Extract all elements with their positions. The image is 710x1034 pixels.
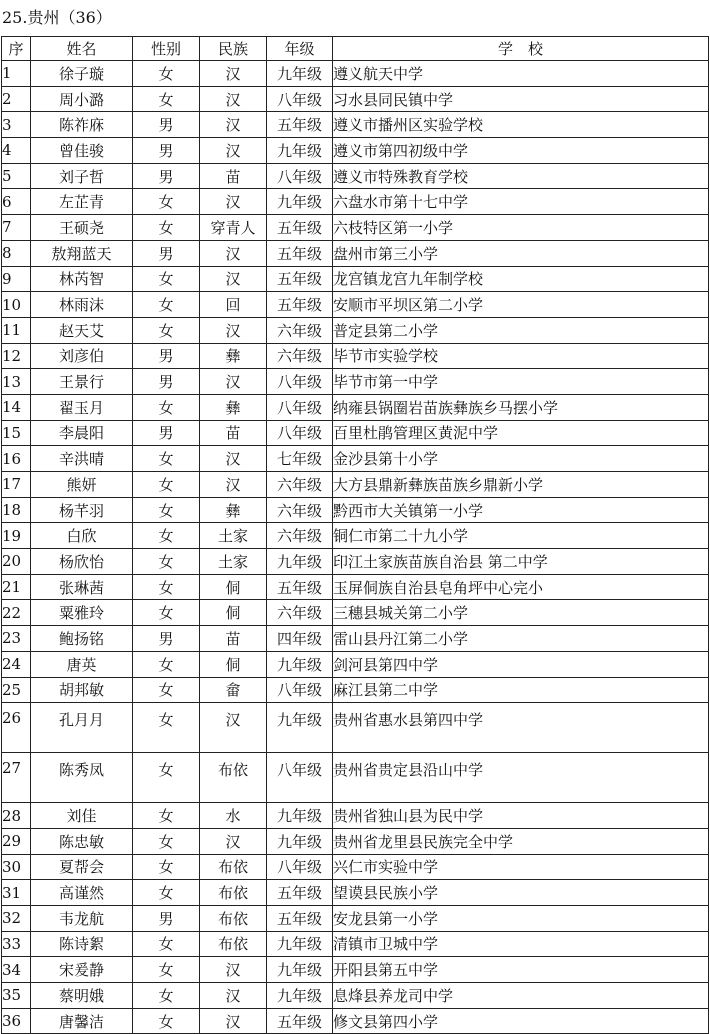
- header-no: 序: [2, 37, 31, 61]
- cell-sex: 女: [133, 497, 200, 523]
- cell-school: 清镇市卫城中学: [333, 931, 709, 957]
- header-row: [2, 37, 709, 61]
- cell-no: 11: [2, 317, 31, 343]
- cell-no: 29: [2, 828, 31, 854]
- table-caption: 25.贵州（36）: [2, 8, 112, 27]
- cell-ethnicity: 汉: [200, 266, 267, 292]
- cell-ethnicity: 汉: [200, 317, 267, 343]
- cell-name: 刘彦伯: [31, 343, 133, 369]
- table-row: [2, 497, 709, 523]
- cell-school: 遵义航天中学: [333, 61, 709, 87]
- cell-name: 唐馨洁: [31, 1008, 133, 1034]
- cell-no: 1: [2, 61, 31, 87]
- cell-school: 铜仁市第二十九小学: [333, 523, 709, 549]
- table-row: [2, 86, 709, 112]
- cell-ethnicity: 汉: [200, 828, 267, 854]
- cell-grade: 八年级: [267, 163, 333, 189]
- cell-sex: 女: [133, 549, 200, 575]
- cell-grade: 九年级: [267, 651, 333, 677]
- cell-name: 鲍扬铭: [31, 626, 133, 652]
- cell-no: 33: [2, 931, 31, 957]
- cell-sex: 男: [133, 905, 200, 931]
- table-row: [2, 854, 709, 880]
- cell-school: 安顺市平坝区第二小学: [333, 292, 709, 318]
- table-row: [2, 957, 709, 983]
- cell-sex: 女: [133, 394, 200, 420]
- cell-grade: 九年级: [267, 61, 333, 87]
- cell-ethnicity: 汉: [200, 240, 267, 266]
- cell-grade: 九年级: [267, 703, 333, 753]
- cell-ethnicity: 汉: [200, 1008, 267, 1034]
- cell-ethnicity: 回: [200, 292, 267, 318]
- student-roster-table: [1, 36, 709, 1034]
- cell-name: 宋爰静: [31, 957, 133, 983]
- cell-sex: 女: [133, 983, 200, 1009]
- cell-name: 陈诗絮: [31, 931, 133, 957]
- table-row: [2, 600, 709, 626]
- cell-school: 安龙县第一小学: [333, 905, 709, 931]
- cell-name: 杨芊羽: [31, 497, 133, 523]
- cell-no: 25: [2, 677, 31, 703]
- cell-ethnicity: 汉: [200, 112, 267, 138]
- cell-grade: 八年级: [267, 854, 333, 880]
- cell-no: 28: [2, 803, 31, 829]
- table-row: [2, 420, 709, 446]
- table-row: [2, 803, 709, 829]
- cell-grade: 九年级: [267, 549, 333, 575]
- cell-grade: 九年级: [267, 957, 333, 983]
- cell-ethnicity: 汉: [200, 983, 267, 1009]
- table-row: [2, 112, 709, 138]
- table-row: [2, 343, 709, 369]
- table-row: [2, 317, 709, 343]
- cell-ethnicity: 布依: [200, 880, 267, 906]
- cell-no: 20: [2, 549, 31, 575]
- cell-name: 林芮智: [31, 266, 133, 292]
- table-row: [2, 677, 709, 703]
- cell-ethnicity: 汉: [200, 446, 267, 472]
- table-row: [2, 651, 709, 677]
- cell-grade: 九年级: [267, 803, 333, 829]
- cell-school: 金沙县第十小学: [333, 446, 709, 472]
- cell-no: 9: [2, 266, 31, 292]
- cell-no: 30: [2, 854, 31, 880]
- cell-school: 普定县第二小学: [333, 317, 709, 343]
- cell-sex: 女: [133, 703, 200, 753]
- cell-grade: 六年级: [267, 523, 333, 549]
- cell-ethnicity: 苗: [200, 626, 267, 652]
- cell-grade: 九年级: [267, 931, 333, 957]
- cell-no: 12: [2, 343, 31, 369]
- cell-sex: 女: [133, 880, 200, 906]
- cell-no: 10: [2, 292, 31, 318]
- cell-no: 13: [2, 369, 31, 395]
- cell-school: 三穗县城关第二小学: [333, 600, 709, 626]
- cell-sex: 女: [133, 215, 200, 241]
- cell-grade: 五年级: [267, 574, 333, 600]
- table-row: [2, 753, 709, 803]
- cell-no: 8: [2, 240, 31, 266]
- cell-name: 李晨阳: [31, 420, 133, 446]
- cell-school: 麻江县第二中学: [333, 677, 709, 703]
- cell-school: 剑河县第四中学: [333, 651, 709, 677]
- cell-no: 6: [2, 189, 31, 215]
- cell-grade: 九年级: [267, 983, 333, 1009]
- cell-ethnicity: 布依: [200, 931, 267, 957]
- table-row: [2, 523, 709, 549]
- cell-sex: 女: [133, 1008, 200, 1034]
- cell-name: 曾佳骏: [31, 138, 133, 164]
- cell-ethnicity: 汉: [200, 957, 267, 983]
- cell-sex: 女: [133, 600, 200, 626]
- cell-school: 遵义市第四初级中学: [333, 138, 709, 164]
- cell-grade: 八年级: [267, 369, 333, 395]
- table-row: [2, 880, 709, 906]
- cell-name: 杨欣怡: [31, 549, 133, 575]
- table-row: [2, 983, 709, 1009]
- cell-ethnicity: 苗: [200, 420, 267, 446]
- cell-ethnicity: 汉: [200, 61, 267, 87]
- header-ethnicity: 民族: [200, 37, 267, 61]
- cell-grade: 六年级: [267, 343, 333, 369]
- cell-no: 4: [2, 138, 31, 164]
- cell-no: 22: [2, 600, 31, 626]
- cell-name: 蔡明娥: [31, 983, 133, 1009]
- cell-sex: 女: [133, 189, 200, 215]
- table-row: [2, 266, 709, 292]
- table-row: [2, 61, 709, 87]
- table-row: [2, 1008, 709, 1034]
- cell-grade: 五年级: [267, 266, 333, 292]
- cell-ethnicity: 彝: [200, 497, 267, 523]
- cell-ethnicity: 侗: [200, 574, 267, 600]
- cell-name: 陈秀凤: [31, 753, 133, 803]
- cell-ethnicity: 穿青人: [200, 215, 267, 241]
- cell-no: 14: [2, 394, 31, 420]
- cell-name: 王硕尧: [31, 215, 133, 241]
- cell-ethnicity: 彝: [200, 394, 267, 420]
- cell-name: 陈忠敏: [31, 828, 133, 854]
- cell-ethnicity: 侗: [200, 651, 267, 677]
- cell-no: 17: [2, 472, 31, 498]
- cell-grade: 六年级: [267, 497, 333, 523]
- table-row: [2, 931, 709, 957]
- cell-name: 徐子璇: [31, 61, 133, 87]
- cell-school: 毕节市第一中学: [333, 369, 709, 395]
- cell-name: 夏帮会: [31, 854, 133, 880]
- cell-grade: 八年级: [267, 753, 333, 803]
- cell-no: 7: [2, 215, 31, 241]
- cell-no: 35: [2, 983, 31, 1009]
- cell-ethnicity: 汉: [200, 472, 267, 498]
- cell-sex: 女: [133, 292, 200, 318]
- cell-sex: 女: [133, 803, 200, 829]
- cell-school: 龙宫镇龙宫九年制学校: [333, 266, 709, 292]
- cell-school: 兴仁市实验中学: [333, 854, 709, 880]
- cell-name: 孔月月: [31, 703, 133, 753]
- cell-sex: 女: [133, 523, 200, 549]
- cell-ethnicity: 布依: [200, 753, 267, 803]
- cell-no: 19: [2, 523, 31, 549]
- cell-grade: 五年级: [267, 240, 333, 266]
- cell-grade: 六年级: [267, 472, 333, 498]
- cell-sex: 男: [133, 138, 200, 164]
- cell-sex: 女: [133, 472, 200, 498]
- table-row: [2, 446, 709, 472]
- cell-grade: 六年级: [267, 317, 333, 343]
- table-row: [2, 240, 709, 266]
- header-name: 姓名: [31, 37, 133, 61]
- table-row: [2, 828, 709, 854]
- cell-no: 23: [2, 626, 31, 652]
- cell-sex: 女: [133, 574, 200, 600]
- cell-sex: 女: [133, 86, 200, 112]
- cell-school: 贵州省龙里县民族完全中学: [333, 828, 709, 854]
- cell-sex: 男: [133, 112, 200, 138]
- cell-grade: 五年级: [267, 292, 333, 318]
- cell-name: 陈祚庥: [31, 112, 133, 138]
- cell-grade: 八年级: [267, 420, 333, 446]
- cell-school: 修文县第四小学: [333, 1008, 709, 1034]
- cell-ethnicity: 布依: [200, 854, 267, 880]
- cell-name: 敖翔蓝天: [31, 240, 133, 266]
- cell-sex: 女: [133, 61, 200, 87]
- cell-name: 林雨沫: [31, 292, 133, 318]
- cell-school: 雷山县丹江第二小学: [333, 626, 709, 652]
- cell-no: 27: [2, 753, 31, 803]
- table-row: [2, 703, 709, 753]
- cell-school: 大方县鼎新彝族苗族乡鼎新小学: [333, 472, 709, 498]
- cell-grade: 四年级: [267, 626, 333, 652]
- cell-no: 16: [2, 446, 31, 472]
- cell-school: 盘州市第三小学: [333, 240, 709, 266]
- cell-name: 唐英: [31, 651, 133, 677]
- cell-no: 34: [2, 957, 31, 983]
- table-row: [2, 394, 709, 420]
- cell-grade: 五年级: [267, 215, 333, 241]
- cell-ethnicity: 彝: [200, 343, 267, 369]
- table-row: [2, 369, 709, 395]
- cell-ethnicity: 汉: [200, 86, 267, 112]
- cell-school: 六枝特区第一小学: [333, 215, 709, 241]
- cell-no: 5: [2, 163, 31, 189]
- cell-school: 贵州省独山县为民中学: [333, 803, 709, 829]
- cell-school: 毕节市实验学校: [333, 343, 709, 369]
- cell-no: 15: [2, 420, 31, 446]
- cell-grade: 八年级: [267, 394, 333, 420]
- cell-school: 望谟县民族小学: [333, 880, 709, 906]
- table-row: [2, 138, 709, 164]
- cell-ethnicity: 汉: [200, 703, 267, 753]
- cell-grade: 八年级: [267, 677, 333, 703]
- cell-sex: 男: [133, 626, 200, 652]
- cell-name: 白欣: [31, 523, 133, 549]
- cell-no: 18: [2, 497, 31, 523]
- cell-ethnicity: 苗: [200, 163, 267, 189]
- cell-grade: 九年级: [267, 189, 333, 215]
- cell-name: 辛洪晴: [31, 446, 133, 472]
- cell-grade: 八年级: [267, 86, 333, 112]
- cell-ethnicity: 汉: [200, 189, 267, 215]
- cell-school: 百里杜鹃管理区黄泥中学: [333, 420, 709, 446]
- cell-grade: 五年级: [267, 1008, 333, 1034]
- table-row: [2, 215, 709, 241]
- cell-sex: 女: [133, 828, 200, 854]
- cell-sex: 女: [133, 266, 200, 292]
- cell-name: 刘佳: [31, 803, 133, 829]
- cell-no: 21: [2, 574, 31, 600]
- cell-school: 遵义市播州区实验学校: [333, 112, 709, 138]
- cell-sex: 女: [133, 446, 200, 472]
- cell-grade: 九年级: [267, 828, 333, 854]
- cell-sex: 男: [133, 240, 200, 266]
- cell-name: 刘子哲: [31, 163, 133, 189]
- cell-name: 左芷青: [31, 189, 133, 215]
- cell-sex: 女: [133, 931, 200, 957]
- cell-no: 3: [2, 112, 31, 138]
- cell-school: 六盘水市第十七中学: [333, 189, 709, 215]
- header-grade: 年级: [267, 37, 333, 61]
- cell-sex: 男: [133, 163, 200, 189]
- cell-ethnicity: 水: [200, 803, 267, 829]
- cell-no: 24: [2, 651, 31, 677]
- cell-sex: 男: [133, 369, 200, 395]
- roster-body: [2, 61, 709, 1034]
- cell-ethnicity: 畲: [200, 677, 267, 703]
- cell-name: 胡邦敏: [31, 677, 133, 703]
- cell-name: 韦龙航: [31, 905, 133, 931]
- cell-name: 张琳茜: [31, 574, 133, 600]
- cell-no: 32: [2, 905, 31, 931]
- cell-name: 翟玉月: [31, 394, 133, 420]
- cell-no: 36: [2, 1008, 31, 1034]
- cell-grade: 五年级: [267, 880, 333, 906]
- cell-sex: 男: [133, 420, 200, 446]
- cell-grade: 六年级: [267, 600, 333, 626]
- cell-school: 习水县同民镇中学: [333, 86, 709, 112]
- table-row: [2, 472, 709, 498]
- cell-school: 黔西市大关镇第一小学: [333, 497, 709, 523]
- cell-no: 26: [2, 703, 31, 753]
- cell-name: 高谨然: [31, 880, 133, 906]
- cell-school: 纳雍县锅圈岩苗族彝族乡马摆小学: [333, 394, 709, 420]
- cell-ethnicity: 土家: [200, 549, 267, 575]
- cell-ethnicity: 汉: [200, 138, 267, 164]
- cell-name: 王景行: [31, 369, 133, 395]
- table-row: [2, 905, 709, 931]
- cell-sex: 男: [133, 343, 200, 369]
- cell-name: 粟雅玲: [31, 600, 133, 626]
- table-row: [2, 574, 709, 600]
- cell-ethnicity: 土家: [200, 523, 267, 549]
- cell-no: 2: [2, 86, 31, 112]
- cell-sex: 女: [133, 651, 200, 677]
- cell-school: 息烽县养龙司中学: [333, 983, 709, 1009]
- cell-ethnicity: 侗: [200, 600, 267, 626]
- cell-ethnicity: 布依: [200, 905, 267, 931]
- cell-grade: 五年级: [267, 112, 333, 138]
- table-row: [2, 163, 709, 189]
- cell-sex: 女: [133, 317, 200, 343]
- cell-school: 贵州省贵定县沿山中学: [333, 753, 709, 803]
- cell-school: 玉屏侗族自治县皂角坪中心完小: [333, 574, 709, 600]
- cell-sex: 女: [133, 753, 200, 803]
- cell-grade: 五年级: [267, 905, 333, 931]
- cell-sex: 女: [133, 854, 200, 880]
- header-school: 学 校: [333, 37, 709, 61]
- cell-sex: 女: [133, 957, 200, 983]
- table-row: [2, 626, 709, 652]
- cell-sex: 女: [133, 677, 200, 703]
- cell-name: 熊妍: [31, 472, 133, 498]
- table-row: [2, 292, 709, 318]
- cell-name: 周小潞: [31, 86, 133, 112]
- cell-no: 31: [2, 880, 31, 906]
- cell-school: 开阳县第五中学: [333, 957, 709, 983]
- cell-school: 印江土家族苗族自治县 第二中学: [333, 549, 709, 575]
- cell-name: 赵天艾: [31, 317, 133, 343]
- cell-ethnicity: 汉: [200, 369, 267, 395]
- header-sex: 性别: [133, 37, 200, 61]
- cell-grade: 九年级: [267, 138, 333, 164]
- table-row: [2, 189, 709, 215]
- cell-school: 贵州省惠水县第四中学: [333, 703, 709, 753]
- cell-grade: 七年级: [267, 446, 333, 472]
- table-row: [2, 549, 709, 575]
- cell-school: 遵义市特殊教育学校: [333, 163, 709, 189]
